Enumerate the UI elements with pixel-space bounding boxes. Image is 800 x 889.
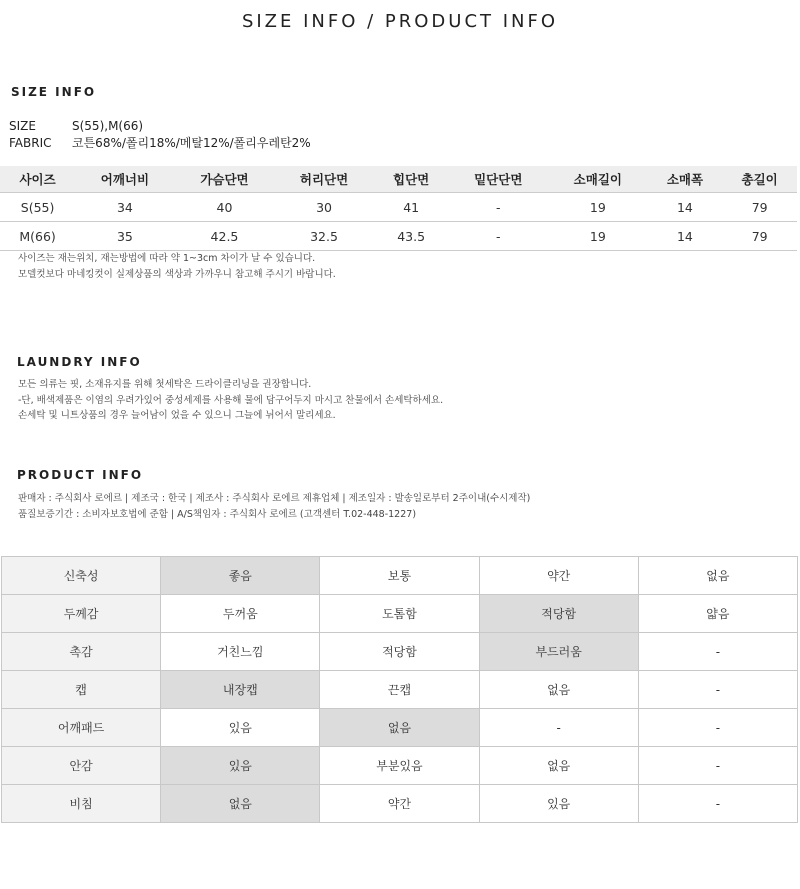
- property-row: [2, 671, 798, 709]
- property-label: 신축성: [2, 557, 161, 595]
- size-cell: 14: [648, 193, 723, 222]
- property-option: -: [638, 633, 797, 671]
- property-option: 있음: [161, 747, 320, 785]
- property-label: 캡: [2, 671, 161, 709]
- size-table-header: [0, 166, 797, 193]
- page-title: SIZE INFO / PRODUCT INFO: [241, 11, 559, 32]
- size-header-cell: 허리단면: [274, 166, 374, 193]
- size-cell: M(66): [0, 222, 75, 251]
- property-label: 촉감: [2, 633, 161, 671]
- property-option: 없음: [161, 785, 320, 823]
- property-option: 약간: [479, 557, 638, 595]
- laundry-info-heading: LAUNDRY INFO: [17, 355, 142, 369]
- fabric-label: FABRIC: [9, 136, 52, 150]
- property-option: 얇음: [638, 595, 797, 633]
- property-row: [2, 633, 798, 671]
- property-option: 내장캡: [161, 671, 320, 709]
- size-cell: 41: [374, 193, 449, 222]
- property-option: 적당함: [479, 595, 638, 633]
- property-option: 있음: [479, 785, 638, 823]
- property-option: 적당함: [320, 633, 479, 671]
- laundry-line: -단, 배색제품은 이염의 우려가있어 중성세제를 사용해 물에 담구어두지 마시고 찬물에서 손세탁하세요.: [18, 394, 444, 406]
- size-info-heading: SIZE INFO: [11, 85, 97, 99]
- size-cell: 35: [75, 222, 175, 251]
- size-cell: 32.5: [274, 222, 374, 251]
- size-notes: [18, 251, 336, 282]
- property-option: 보통: [320, 557, 479, 595]
- property-label: 어깨패드: [2, 709, 161, 747]
- size-header-cell: 어깨너비: [75, 166, 175, 193]
- laundry-line: 모든 의류는 핏, 소재유지를 위해 첫세탁은 드라이클리닝을 권장합니다.: [18, 379, 312, 390]
- property-option: -: [638, 785, 797, 823]
- size-table: [0, 166, 797, 251]
- size-cell: 79: [722, 222, 797, 251]
- size-cell: 19: [548, 193, 648, 222]
- product-info-text: [18, 491, 530, 522]
- size-cell: 14: [648, 222, 723, 251]
- property-row: [2, 785, 798, 823]
- property-option: 끈캡: [320, 671, 479, 709]
- property-option: 없음: [479, 747, 638, 785]
- property-option: 있음: [161, 709, 320, 747]
- size-cell: 19: [548, 222, 648, 251]
- property-option: 없음: [320, 709, 479, 747]
- product-line: 판매자 : 주식회사 로에르 | 제조국 : 한국 | 제조사 : 주식회사 로에르 제휴업체 | 제조일자 : 발송일로부터 2주이내(수시제작): [18, 493, 531, 504]
- property-option: 없음: [638, 557, 797, 595]
- property-label: 안감: [2, 747, 161, 785]
- property-option: 약간: [320, 785, 479, 823]
- size-cell: 79: [722, 193, 797, 222]
- size-value: S(55),M(66): [72, 119, 144, 133]
- property-option: 도톰함: [320, 595, 479, 633]
- property-label: 두께감: [2, 595, 161, 633]
- size-row: [9, 119, 143, 133]
- property-option: 부분있음: [320, 747, 479, 785]
- table-row: [0, 193, 797, 222]
- property-row: [2, 709, 798, 747]
- property-row: [2, 557, 798, 595]
- size-note-line: 사이즈는 재는위치, 재는방법에 따라 약 1~3cm 차이가 날 수 있습니다.: [18, 253, 316, 264]
- property-option: 거친느낌: [161, 633, 320, 671]
- size-cell: 42.5: [175, 222, 275, 251]
- fabric-row: [9, 134, 311, 151]
- property-row: [2, 595, 798, 633]
- size-cell: 40: [175, 193, 275, 222]
- property-option: -: [638, 671, 797, 709]
- size-header-cell: 총길이: [722, 166, 797, 193]
- property-option: -: [638, 709, 797, 747]
- product-info-heading: PRODUCT INFO: [17, 468, 144, 482]
- property-option: 부드러움: [479, 633, 638, 671]
- size-cell: -: [448, 222, 548, 251]
- property-option: 없음: [479, 671, 638, 709]
- table-row: [0, 222, 797, 251]
- size-note-line: 모델컷보다 마네킹컷이 실제상품의 색상과 가까우니 참고해 주시기 바랍니다.: [18, 268, 336, 280]
- size-cell: 43.5: [374, 222, 449, 251]
- size-header-cell: 힙단면: [374, 166, 449, 193]
- size-cell: -: [448, 193, 548, 222]
- size-header-cell: 소매폭: [648, 166, 723, 193]
- property-option: -: [479, 709, 638, 747]
- size-header-cell: 밑단단면: [448, 166, 548, 193]
- property-row: [2, 747, 798, 785]
- size-label: SIZE: [9, 119, 36, 133]
- properties-table: [1, 556, 798, 823]
- property-option: 좋음: [161, 557, 320, 595]
- size-cell: 30: [274, 193, 374, 222]
- product-line: 품질보증기간 : 소비자보호법에 준함 | A/S책임자 : 주식회사 로에르 (고객센터 T.02-448-1227): [18, 508, 417, 520]
- size-cell: S(55): [0, 193, 75, 222]
- size-cell: 34: [75, 193, 175, 222]
- property-option: -: [638, 747, 797, 785]
- property-option: 두꺼움: [161, 595, 320, 633]
- laundry-line: 손세탁 및 니트상품의 경우 늘어남이 었을 수 있으니 그늘에 뉘어서 말리세요.: [18, 410, 336, 421]
- size-header-cell: 가슴단면: [175, 166, 275, 193]
- property-label: 비침: [2, 785, 161, 823]
- size-header-cell: 소매길이: [548, 166, 648, 193]
- size-header-cell: 사이즈: [0, 166, 75, 193]
- laundry-info-text: [18, 377, 443, 424]
- fabric-value: 코튼68%/폴리18%/메탈12%/폴리우레탄2%: [72, 136, 311, 150]
